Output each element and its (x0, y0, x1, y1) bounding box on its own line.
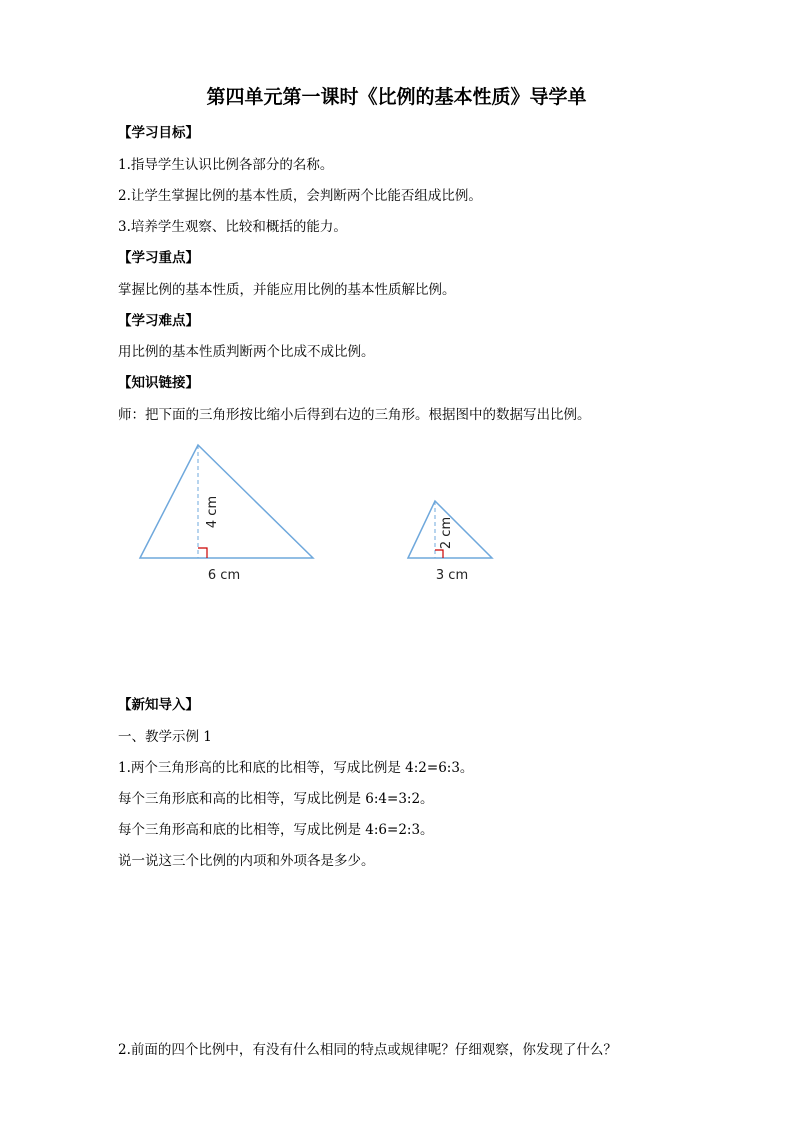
new-knowledge-heading: 【新知导入】 (118, 697, 199, 713)
large-right-angle-mark (198, 548, 207, 558)
example-line-4: 说一说这三个比例的内项和外项各是多少。 (118, 853, 375, 869)
goal-item-2: 2.让学生掌握比例的基本性质，会判断两个比能否组成比例。 (118, 188, 482, 204)
key-points-text: 掌握比例的基本性质，并能应用比例的基本性质解比例。 (118, 282, 456, 298)
example-subheading: 一、教学示例 1 (118, 729, 212, 745)
page-title: 第四单元第一课时《比例的基本性质》导学单 (206, 86, 587, 108)
large-triangle (140, 445, 313, 558)
goals-heading: 【学习目标】 (118, 125, 199, 141)
small-base-label: 3 cm (435, 568, 469, 583)
large-height-label: 4 cm (205, 495, 220, 529)
question-text: 2.前面的四个比例中，有没有什么相同的特点或规律呢？仔细观察，你发现了什么？ (118, 1042, 617, 1058)
example-line-1: 1.两个三角形高的比和底的比相等，写成比例是 4:2=6:3。 (118, 760, 474, 776)
goal-item-3: 3.培养学生观察、比较和概括的能力。 (118, 219, 347, 235)
example-line-3: 每个三角形高和底的比相等，写成比例是 4:6=2:3。 (118, 822, 434, 838)
goal-item-1: 1.指导学生认识比例各部分的名称。 (118, 157, 334, 173)
triangles-figure (130, 440, 510, 590)
difficulties-text: 用比例的基本性质判断两个比成不成比例。 (118, 344, 375, 360)
small-right-angle-mark (435, 550, 443, 558)
large-base-label: 6 cm (207, 568, 241, 583)
example-line-2: 每个三角形底和高的比相等，写成比例是 6:4=3:2。 (118, 791, 434, 807)
link-heading: 【知识链接】 (118, 375, 199, 391)
link-text: 师：把下面的三角形按比缩小后得到右边的三角形。根据图中的数据写出比例。 (118, 407, 591, 423)
difficulties-heading: 【学习难点】 (118, 313, 199, 329)
key-points-heading: 【学习重点】 (118, 250, 199, 266)
small-height-label: 2 cm (439, 516, 454, 550)
